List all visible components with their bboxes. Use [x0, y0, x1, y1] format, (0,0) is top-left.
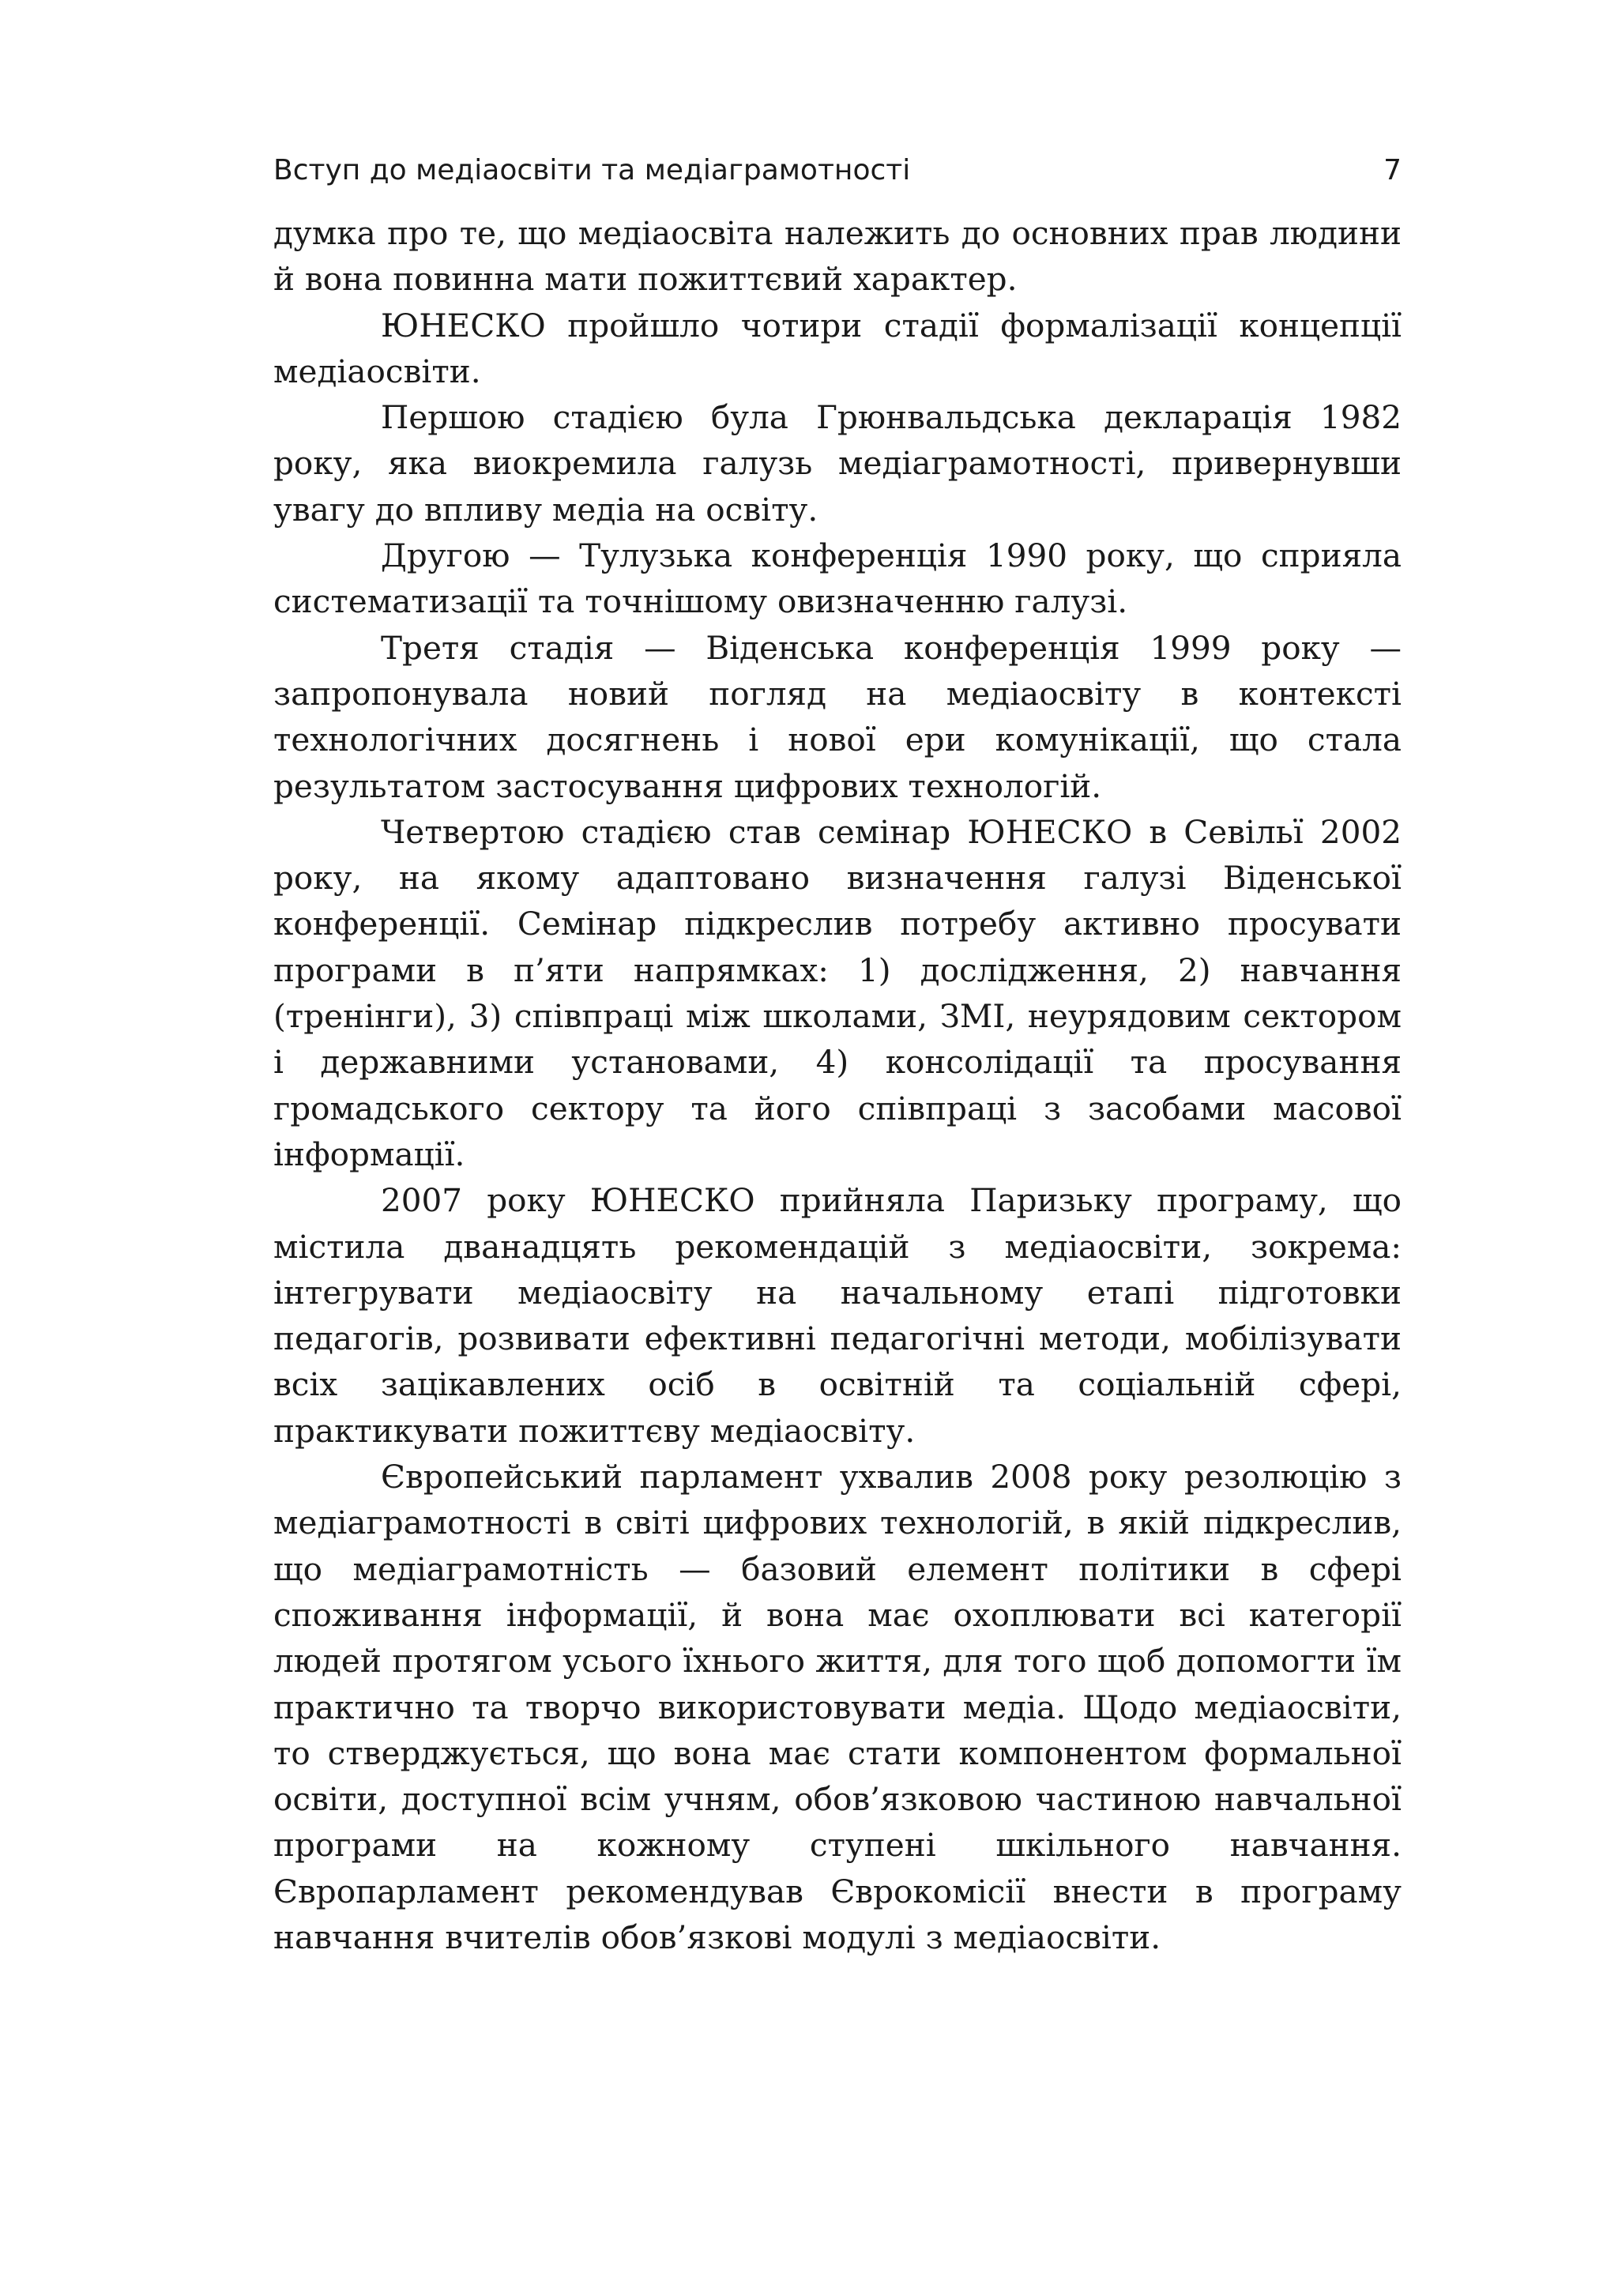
paragraph: Другою — Тулузька конференція 1990 року, що сприяла систематизації та точнішому овизначенню галузі. — [273, 536, 1402, 621]
page-number: 7 — [1383, 154, 1402, 186]
paragraph: думка про те, що медіаосвіта належить до основних прав людини й вона повинна мати пожиттєвий характер. — [273, 214, 1402, 299]
body-text — [273, 210, 1402, 1960]
paragraph: Четвертою стадією став семінар ЮНЕСКО в Севільї 2002 року, на якому адаптовано визначення галузі Віденської конференції. Семінар підкреслив потребу активно просувати програми в п’яти напрямках: 1) дослідження, 2) навчання (тренінги), 3) співпраці між школами, ЗМІ, неурядовим сектором і державними установами, 4) консолідації та просування громадського сектору та його співпраці з засобами масової інформації. — [273, 812, 1402, 1173]
paragraph: ЮНЕСКО пройшло чотири стадії формалізації концепції медіаосвіти. — [273, 306, 1402, 390]
paragraph: Третя стадія — Віденська конференція 1999 року — запропонувала новий погляд на медіаосвіту в контексті технологічних досягнень і нової ери комунікації, що стала результатом застосування цифрових технологій. — [273, 628, 1402, 805]
paragraph: 2007 року ЮНЕСКО прийняла Паризьку програму, що містила дванадцять рекомендацій з медіаосвіти, зокрема: інтегрувати медіаосвіту на начальному етапі підготовки педагогів, розвивати ефективні педагогічні методи, мобілізувати всіх зацікавлених осіб в освітній та соціальній сфері, практикувати пожиттєву медіаосвіту. — [273, 1181, 1402, 1450]
running-header — [273, 150, 1402, 191]
paragraph: Європейський парламент ухвалив 2008 року резолюцію з медіаграмотності в світі цифрових технологій, в якій підкреслив, що медіаграмотність — базовий елемент політики в сфері споживання інформації, й вона має охоплювати всі категорії людей протягом усього їхнього життя, для того щоб допомогти їм практично та творчо використовувати медіа. Щодо медіаосвіти, то стверджується, що вона має стати компонентом формальної освіти, доступної всім учням, обов’язковою частиною навчальної програми на кожному ступені шкільного навчання. Європарламент рекомендував Єврокомісії внести в програму навчання вчителів обов’язкові модулі з медіаосвіти. — [273, 1458, 1402, 1956]
paragraph: Першою стадією була Грюнвальдська декларація 1982 року, яка виокремила галузь медіаграмотності, привернувши увагу до впливу медіа на освіту. — [273, 398, 1402, 529]
running-title: Вступ до медіаосвіти та медіаграмотності — [273, 154, 911, 186]
